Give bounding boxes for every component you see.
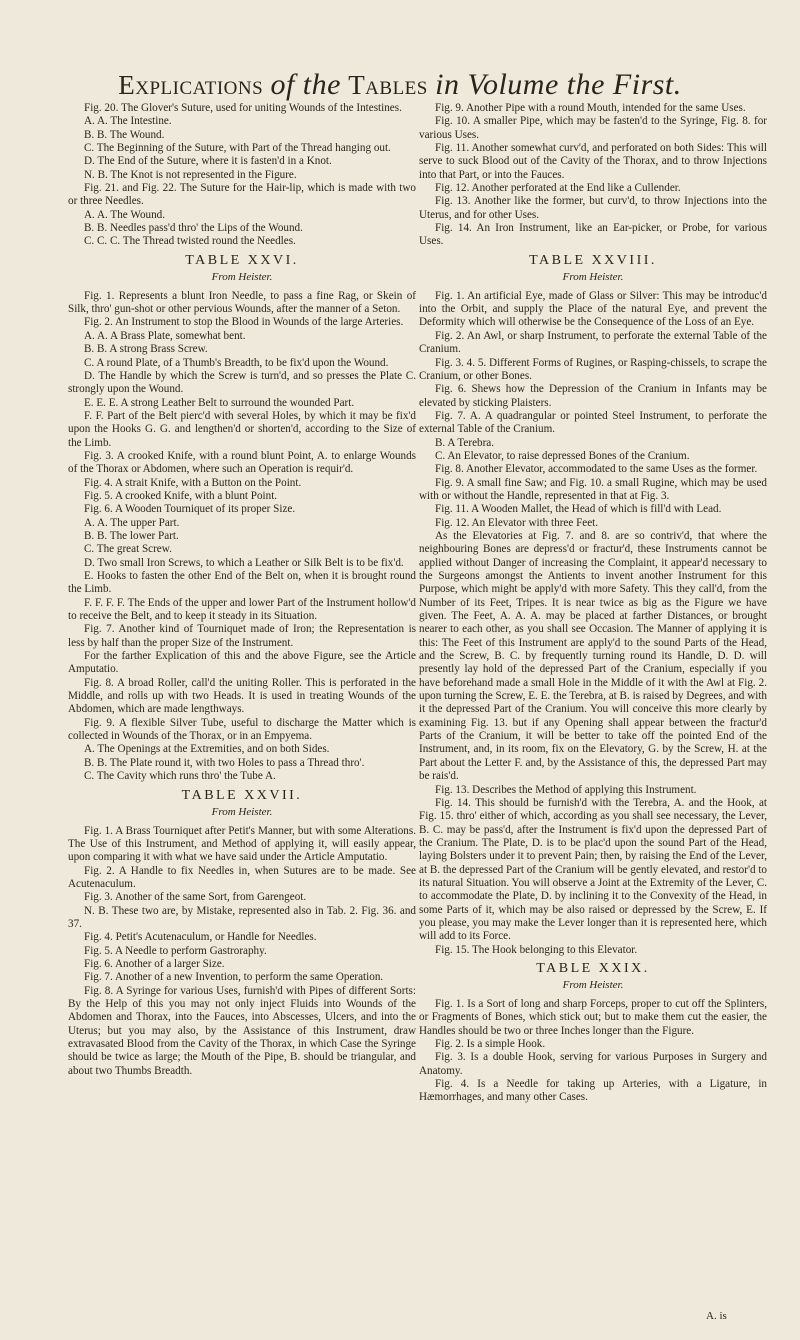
right-column <box>419 102 767 1105</box>
figure-entry: Fig. 14. An Iron Instrument, like an Ear-picker, or Probe, for various Uses. <box>419 222 767 248</box>
sub-entry: D. The End of the Suture, where it is fasten'd in a Knot. <box>84 155 332 168</box>
sub-entry: A. The Openings at the Extremities, and on both Sides. <box>84 743 330 756</box>
sub-entry: E. E. E. A strong Leather Belt to surround the wounded Part. <box>84 396 355 409</box>
sub-entry: A. A. The upper Part. <box>84 516 180 529</box>
sub-entry: C. The Beginning of the Suture, with Part of the Thread hanging out. <box>84 142 391 155</box>
sub-entry: C. A round Plate, of a Thumb's Breadth, to be fix'd upon the Wound. <box>84 356 389 369</box>
figure-entry: Fig. 1. A Brass Tourniquet after Petit's Manner, but with some Alterations. The Use of this Instrument, and Method of applying it, will easily appear, upon comparing it with what we have said under the Article Amputatio. <box>68 824 416 864</box>
figure-entry: Fig. 1. Represents a blunt Iron Needle, to pass a fine Rag, or Skein of Silk, thro' gun-shot or other pervious Wounds, after the manner of a Seton. <box>68 289 416 316</box>
sub-entry: C. The Cavity which runs thro' the Tube A. <box>84 770 276 783</box>
figure-entry: Fig. 13. Describes the Method of applying this Instrument. <box>435 783 697 796</box>
catchword: A. is <box>706 1310 727 1322</box>
sub-entry: A. A. The Intestine. <box>84 115 172 128</box>
title-part-4: in Volume the First. <box>435 68 682 101</box>
left-column <box>68 102 416 1078</box>
figure-entry: Fig. 4. A strait Knife, with a Button on the Point. <box>84 476 302 489</box>
sub-entry: B. B. A strong Brass Screw. <box>84 343 208 356</box>
sub-entry: D. The Handle by which the Screw is turn'd, and so presses the Plate C. strongly upon the Wound. <box>68 369 416 396</box>
figure-entry: Fig. 11. Another somewhat curv'd, and perforated on both Sides: This will serve to suck Blood out of the Cavity of the Thorax, and to throw Injections into that Part, or into the Fauces. <box>419 142 767 181</box>
title-part-3: Tables <box>348 70 428 100</box>
figure-entry: Fig. 4. Is a Needle for taking up Arteries, with a Ligature, in Hæmorrhages, and many other Cases. <box>419 1078 767 1104</box>
sub-entry: C. The great Screw. <box>84 543 172 556</box>
table-heading: TABLE XXVI. <box>185 252 299 268</box>
source-line: From Heister. <box>562 978 624 991</box>
sub-entry: C. C. C. The Thread twisted round the Needles. <box>84 235 296 248</box>
figure-entry: Fig. 15. The Hook belonging to this Elevator. <box>435 943 638 956</box>
figure-entry: Fig. 6. Another of a larger Size. <box>84 957 225 970</box>
figure-entry: Fig. 8. A Syringe for various Uses, furnish'd with Pipes of different Sorts: By the Help of this you may not only inject Fluids into Wounds of the Abdomen and Thorax, into the Fauces, into Abscesses, Ulcers, and into the Uterus; but you may also, by the Assistance of this Instrument, draw extravasated Blood from the Cavity of the Thorax, in which Case the Syringe should be twice as large; the Mouth of the Pipe, B. should be triangular, and about two Thumbs Breadth. <box>68 984 416 1077</box>
figure-entry: Fig. 5. A crooked Knife, with a blunt Point. <box>84 489 278 502</box>
sub-entry: C. An Elevator, to raise depressed Bones of the Cranium. <box>435 449 690 462</box>
figure-entry: Fig. 20. The Glover's Suture, used for uniting Wounds of the Intestines. <box>84 102 402 114</box>
figure-entry: Fig. 10. A smaller Pipe, which may be fasten'd to the Syringe, Fig. 8. for various Uses. <box>419 115 767 141</box>
figure-entry: Fig. 9. A flexible Silver Tube, useful to discharge the Matter which is collected in Wounds of the Thorax, or in an Empyema. <box>68 716 416 743</box>
figure-entry: Fig. 2. An Instrument to stop the Blood in Wounds of the large Arteries. <box>84 316 404 329</box>
figure-entry: Fig. 3. 4. 5. Different Forms of Rugines, or Rasping-chissels, to scrape the Cranium, or other Bones. <box>419 356 767 382</box>
table-heading: TABLE XXIX. <box>536 960 650 976</box>
figure-entry: Fig. 12. An Elevator with three Feet. <box>435 516 599 529</box>
sub-entry: A. A. The Wound. <box>84 208 166 221</box>
figure-entry: Fig. 3. A crooked Knife, with a round blunt Point, A. to enlarge Wounds of the Thorax or Abdomen, where such an Operation is requir'd. <box>68 449 416 476</box>
figure-entry: Fig. 2. A Handle to fix Needles in, when Sutures are to be made. See Acutenaculum. <box>68 864 416 890</box>
sub-entry: A. A. A Brass Plate, somewhat bent. <box>84 329 246 342</box>
table-heading: TABLE XXVII. <box>181 787 303 803</box>
sub-entry: B. B. The Wound. <box>84 128 165 141</box>
figure-entry: Fig. 8. Another Elevator, accommodated to the same Uses as the former. <box>435 463 758 476</box>
figure-entry: Fig. 13. Another like the former, but curv'd, to throw Injections into the Uterus, and for other Uses. <box>419 195 767 221</box>
title-part-2: of the <box>270 68 341 101</box>
page-title <box>0 68 800 102</box>
source-line: From Heister. <box>211 805 273 818</box>
title-part-1: Explications <box>118 70 264 100</box>
sub-entry: B. A Terebra. <box>435 436 495 449</box>
sub-entry: For the farther Explication of this and the above Figure, see the Article Amputatio. <box>68 650 416 676</box>
figure-entry: Fig. 2. Is a simple Hook. <box>435 1038 546 1050</box>
figure-entry: Fig. 3. Another of the same Sort, from Garengeot. <box>84 891 307 904</box>
figure-entry: Fig. 3. Is a double Hook, serving for various Purposes in Surgery and Anatomy. <box>419 1051 767 1077</box>
sub-entry: B. B. Needles pass'd thro' the Lips of the Wound. <box>84 222 303 235</box>
figure-entry: Fig. 7. Another kind of Tourniquet made of Iron; the Representation is less by half than the proper Size of the Instrument. <box>68 623 416 649</box>
sub-entry: E. Hooks to fasten the other End of the Belt on, when it is brought round the Limb. <box>68 570 416 596</box>
sub-entry: B. B. The Plate round it, with two Holes to pass a Thread thro'. <box>84 756 365 769</box>
figure-entry: Fig. 2. An Awl, or sharp Instrument, to perforate the external Table of the Cranium. <box>419 329 767 356</box>
figure-entry: Fig. 6. A Wooden Tourniquet of its proper Size. <box>84 503 296 516</box>
sub-entry: B. B. The lower Part. <box>84 529 179 542</box>
sub-entry: D. Two small Iron Screws, to which a Leather or Silk Belt is to be fix'd. <box>84 556 404 569</box>
figure-entry: Fig. 11. A Wooden Mallet, the Head of which is fill'd with Lead. <box>435 503 722 516</box>
figure-entry: Fig. 8. A broad Roller, call'd the uniting Roller. This is perforated in the Middle, and rolls up with two Heads. It is used in treating Wounds of the Abdomen, which are made lengthways. <box>68 676 416 716</box>
source-line: From Heister. <box>211 270 273 283</box>
figure-entry: Fig. 12. Another perforated at the End like a Cullender. <box>435 182 681 195</box>
table-heading: TABLE XXVIII. <box>529 252 657 268</box>
figure-entry: Fig. 7. Another of a new Invention, to perform the same Operation. <box>84 971 384 984</box>
sub-entry: N. B. These two are, by Mistake, represented also in Tab. 2. Fig. 36. and 37. <box>68 904 416 930</box>
figure-entry: Fig. 9. Another Pipe with a round Mouth, intended for the same Uses. <box>435 102 746 114</box>
sub-entry: F. F. F. F. The Ends of the upper and lower Part of the Instrument hollow'd to receive the Belt, and to keep it steady in its Situation. <box>68 596 416 623</box>
figure-entry: Fig. 6. Shews how the Depression of the Cranium in Infants may be elevated by sticking Plaisters. <box>419 383 767 409</box>
figure-entry: Fig. 21. and Fig. 22. The Suture for the Hair-lip, which is made with two or three Needles. <box>68 182 416 208</box>
figure-entry: Fig. 1. An artificial Eye, made of Glass or Silver: This may be introduc'd into the Orbit, and supply the Place of the natural Eye, and prevent the Deformity which will otherwise be the Consequence of the Loss of an Eye. <box>419 289 767 329</box>
figure-entry: Fig. 1. Is a Sort of long and sharp Forceps, proper to cut off the Splinters, or Fragments of Bones, which stick out; but to make them cut the easier, the Handles should be two or three Inches longer than the Figure. <box>419 997 767 1037</box>
figure-entry: Fig. 9. A small fine Saw; and Fig. 10. a small Rugine, which may be used with or without the Handle, represented in that at Fig. 3. <box>419 476 767 502</box>
sub-entry: F. F. Part of the Belt pierc'd with several Holes, by which it may be fix'd upon the Hooks G. G. and lengthen'd or shorten'd, according to the Size of the Limb. <box>68 409 416 449</box>
figure-entry: Fig. 14. This should be furnish'd with the Terebra, A. and the Hook, at Fig. 15. thro' either of which, according as you shall see necessary, the Lever, B. C. may be pass'd, after the Instrument is fix'd upon the depressed Part of the Cranium. The Plate, D. is to be plac'd upon the sound Part of the Head, laying Bolsters under it to prevent Pain; then, by raising the End of the Lever, at B. the depressed Part of the Cranium will be gently elevated, and restor'd to its natural Situation. You will observe a Joint at the Extremity of the Lever, C. to accommodate the Plate, D. by inclining it to the Convexity of the Head, in some Parts of it, which may be also raised or depressed by the Screw, E. If you please, you may make the Lever longer than it is represented here, which will add to its Force. <box>419 796 767 943</box>
sub-entry: As the Elevatories at Fig. 7. and 8. are so contriv'd, that where the neighbouring Bones are depress'd or fractur'd, these Instruments cannot be applied without Danger of increasing the Complaint, it appear'd necessary to the Surgeons amongst the Antients to invent another Instrument for this Purpose, which might be apply'd with more Safety. This they call'd, from the Number of its Feet, Tripes. It is near twice as big as the Figure we have given. The Feet, A. A. A. may be placed at farther Distances, or brought nearer to each other, as you shall see Occasion. The Manner of applying it is this: The Feet of this Instrument are apply'd to the sound Parts of the Head, and the Screw, B. C. by frequently turning round its Handle, D. D. will presently lay hold of the depressed Part of the Cranium, especially if you have beforehand made a small Hole in the Middle of it with the Awl at Fig. 2. upon turning the Screw, E. E. the Terebra, at B. is raised by Degrees, and with it the depressed Part of the Cranium. You will conceive this more clearly by examining Fig. 13. but if any Opening shall appear between the fractur'd Parts of the Cranium, it will be better to take off the pointed End of the Instrument, and, in its room, fix on the Elevatory, G. by the Screw, H. at the Part about the Letter F. and, by the Assistance of this, the depressed Part may be rais'd. <box>419 529 767 783</box>
figure-entry: Fig. 5. A Needle to perform Gastroraphy. <box>84 944 267 957</box>
sub-entry: N. B. The Knot is not represented in the Figure. <box>84 168 297 181</box>
figure-entry: Fig. 4. Petit's Acutenaculum, or Handle for Needles. <box>84 931 317 944</box>
figure-entry: Fig. 7. A. A quadrangular or pointed Steel Instrument, to perforate the external Table of the Cranium. <box>419 409 767 436</box>
source-line: From Heister. <box>562 270 624 283</box>
